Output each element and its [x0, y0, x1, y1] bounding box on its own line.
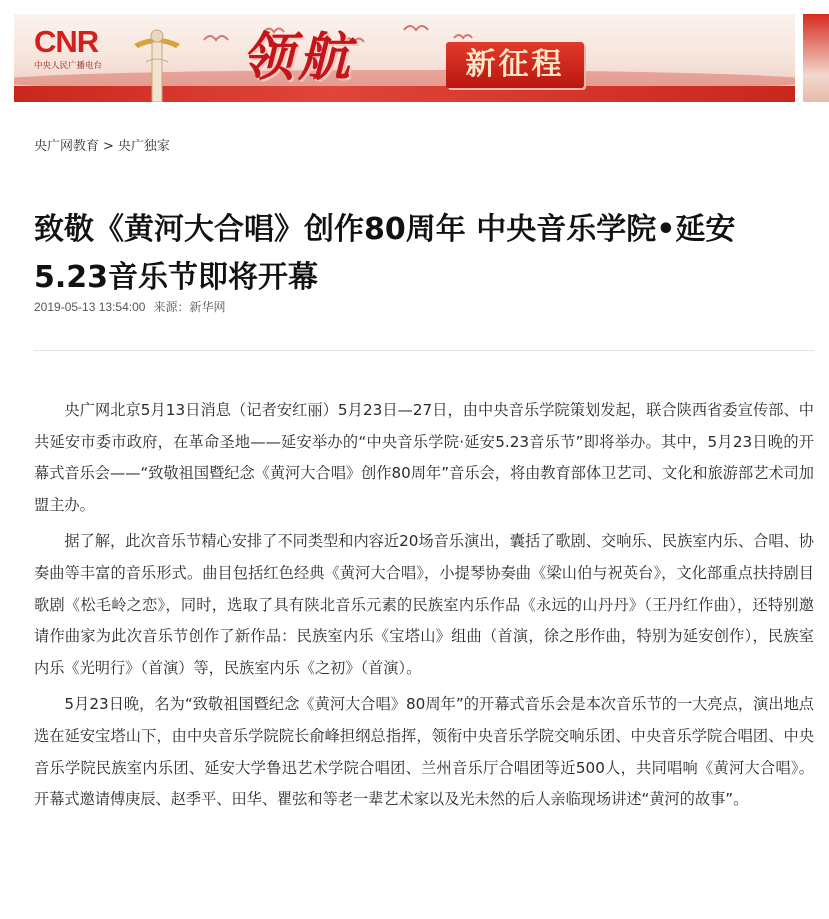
header-banner[interactable]	[14, 14, 795, 102]
side-banner-thumbnail[interactable]	[803, 14, 829, 102]
article-body	[34, 395, 814, 821]
article-paragraph-3: 5月23日晚，名为“致敬祖国暨纪念《黄河大合唱》80周年”的开幕式音乐会是本次音乐节的一大亮点，演出地点选在延安宝塔山下，由中央音乐学院院长俞峰担纲总指挥，领衔中央音乐学院交响乐团、中央音乐学院合唱团、中央音乐学院民族室内乐团、延安大学鲁迅艺术学院合唱团、兰州音乐厅合唱团等近500人，共同唱响《黄河大合唱》。开幕式邀请傅庚辰、赵季平、田华、瞿弦和等老一辈艺术家以及光未然的后人亲临现场讲述“黄河的故事”。	[34, 695, 814, 809]
article-title: 致敬《黄河大合唱》创作80周年 中央音乐学院•延安5.23音乐节即将开幕	[34, 212, 736, 296]
logo-subtitle: 中央人民广播电台	[34, 61, 103, 71]
breadcrumb	[34, 135, 170, 154]
breadcrumb-link-exclusive[interactable]: 央广独家	[117, 139, 170, 154]
publish-datetime: 2019-05-13 13:54:00	[34, 300, 146, 314]
banner-slogan-badge	[446, 42, 584, 88]
logo-text: CNR	[34, 24, 99, 59]
breadcrumb-link-edu[interactable]: 央广网教育	[34, 139, 100, 154]
huabiao-pillar-icon	[132, 22, 182, 102]
banner-slogan-badge-text: 新征程	[465, 47, 565, 82]
breadcrumb-separator: >	[103, 139, 114, 154]
title-divider	[34, 350, 814, 351]
article-paragraph-2: 据了解，此次音乐节精心安排了不同类型和内容近20场音乐演出，囊括了歌剧、交响乐、民族室内乐、合唱、协奏曲等丰富的音乐形式。曲目包括红色经典《黄河大合唱》，小提琴协奏曲《梁山伯与祝英台》，文化部重点扶持剧目歌剧《松毛岭之恋》，同时，选取了具有陕北音乐元素的民族室内乐作品《永远的山丹丹》（王丹红作曲），还特别邀请作曲家为此次音乐节创作了新作品：民族室内乐《宝塔山》组曲（首演，徐之彤作曲，特别为延安创作），民族室内乐《光明行》（首演）等，民族室内乐《之初》（首演）。	[34, 532, 814, 677]
article-source: 来源：新华网	[153, 300, 226, 314]
cnr-logo[interactable]	[34, 26, 120, 71]
banner-slogan-main: 领航	[242, 27, 355, 88]
article-paragraph-1: 央广网北京5月13日消息（记者安红丽）5月23日—27日，由中央音乐学院策划发起，联合陕西省委宣传部、中共延安市委市政府，在革命圣地——延安举办的“中央音乐学院·延安5.23音乐节”即将举办。其中，5月23日晚的开幕式音乐会——“致敬祖国暨纪念《黄河大合唱》创作80周年”音乐会，将由教育部体卫艺司、文化和旅游部艺术司加盟主办。	[34, 401, 814, 514]
article-meta	[34, 298, 225, 315]
